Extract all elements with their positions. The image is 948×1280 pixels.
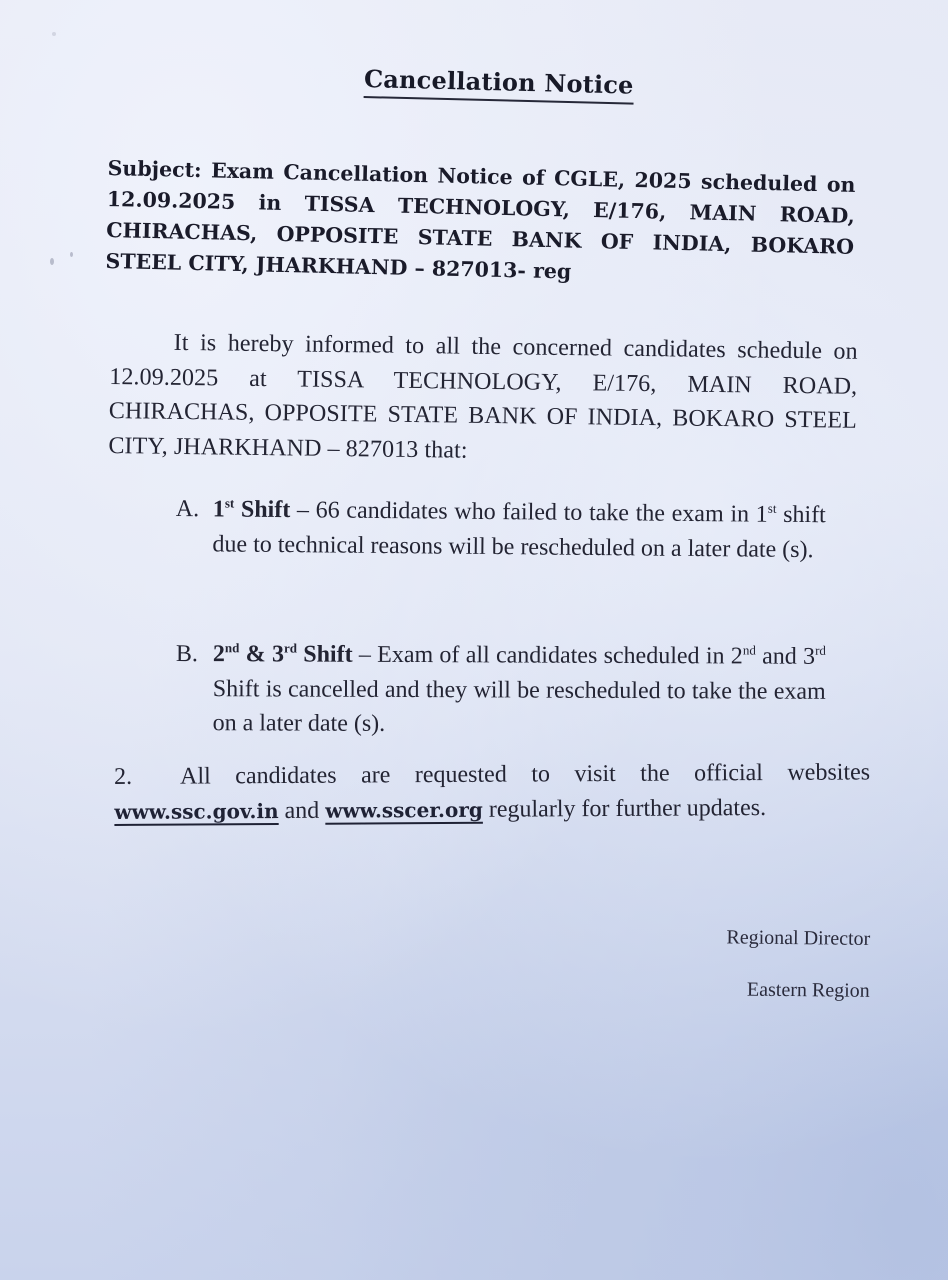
list-item-first-shift: A. 1st Shift – 66 candidates who failed to take the exam in 1st shift due to technical reasons will be rescheduled on a later date (s).: [175, 492, 826, 567]
signatory-designation: Regional Director: [726, 926, 871, 950]
item-text-cont: shift due to technical reasons will be rescheduled on a later date (s).: [212, 501, 826, 563]
item-text: – 66 candidates who failed to take the exam in 1: [290, 497, 768, 528]
notice-subject: Subject: Exam Cancellation Notice of CGLE, 2025 scheduled on 12.09.2025 in TISSA TECHNOLOGY, E/176, MAIN ROAD, CHIRACHAS, OPPOSITE STATE BANK OF INDIA, BOKARO STEEL CITY, JHARKHAND – 827013- reg: [105, 155, 856, 284]
sscer-website-link[interactable]: www.sscer.org: [325, 797, 483, 823]
item-heading: 1st Shift: [212, 495, 291, 524]
item-heading: 2nd & 3rd Shift: [212, 640, 353, 668]
point-two-paragraph: 2. All candidates are requested to visit the official websites www.ssc.gov.in and www.sscer.org regularly for further updates.: [114, 759, 871, 824]
paper-smudge: [50, 258, 54, 265]
ssc-website-link[interactable]: www.ssc.gov.in: [114, 798, 279, 824]
signature-block: [699, 911, 870, 1017]
item-text-cont: Shift is cancelled and they will be rescheduled to take the exam on a later date (s).: [212, 675, 826, 737]
notice-body-text: It is hereby informed to all the concerned candidates schedule on 12.09.2025 at TISSA TECHNOLOGY, E/176, MAIN ROAD, CHIRACHAS, OPPOSITE STATE BANK OF INDIA, BOKARO STEEL CITY, JHARKHAND – 827013 that:: [108, 329, 858, 464]
point-number: 2.: [114, 763, 133, 790]
list-marker: B.: [175, 640, 198, 668]
paper-smudge: [70, 252, 73, 257]
item-text: – Exam of all candidates scheduled in 2: [352, 641, 743, 670]
list-item-second-third-shift: B. 2nd & 3rd Shift – Exam of all candidates scheduled in 2nd and 3rd Shift is cancelled and they will be rescheduled to take the exam on a later date (s).: [176, 637, 826, 743]
notice-title: Cancellation Notice: [364, 64, 634, 105]
point-two-text: All candidates are requested to visit the official websites: [180, 759, 871, 790]
signatory-region: Eastern Region: [746, 978, 870, 1002]
paper-smudge: [52, 32, 56, 36]
point-two-tail: regularly for further updates.: [482, 795, 767, 823]
list-marker: A.: [175, 495, 200, 523]
notice-body-paragraph: [108, 325, 858, 473]
